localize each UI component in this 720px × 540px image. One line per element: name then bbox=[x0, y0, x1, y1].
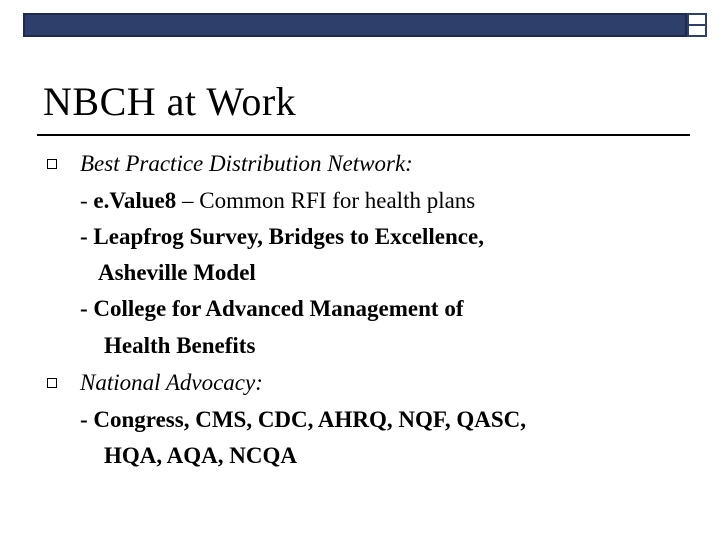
evalue8-label: e.Value8 bbox=[93, 188, 177, 213]
bullet-subline bbox=[80, 182, 475, 219]
bullet-subline: - Congress, CMS, CDC, AHRQ, NQF, QASC, bbox=[80, 407, 526, 432]
bullet-subline: Asheville Model bbox=[98, 260, 256, 285]
bullet-subline: Health Benefits bbox=[104, 333, 256, 358]
bullet-heading: National Advocacy: bbox=[80, 370, 263, 395]
subline-prefix: - bbox=[80, 188, 94, 213]
accent-box bbox=[687, 24, 707, 37]
bullet-subline: - College for Advanced Management of bbox=[80, 296, 464, 321]
subline-rest: – Common RFI for health plans bbox=[176, 188, 476, 213]
bullet-heading: Best Practice Distribution Network: bbox=[80, 151, 413, 176]
header-accent-bar bbox=[23, 13, 687, 37]
header-accent-boxes bbox=[687, 13, 705, 37]
square-bullet-icon bbox=[47, 378, 57, 388]
bullet-subline: - Leapfrog Survey, Bridges to Excellence, bbox=[80, 224, 484, 249]
title-divider bbox=[37, 134, 690, 136]
slide-title: NBCH at Work bbox=[43, 79, 297, 124]
square-bullet-icon bbox=[47, 159, 57, 169]
bullet-subline: HQA, AQA, NCQA bbox=[104, 443, 297, 468]
